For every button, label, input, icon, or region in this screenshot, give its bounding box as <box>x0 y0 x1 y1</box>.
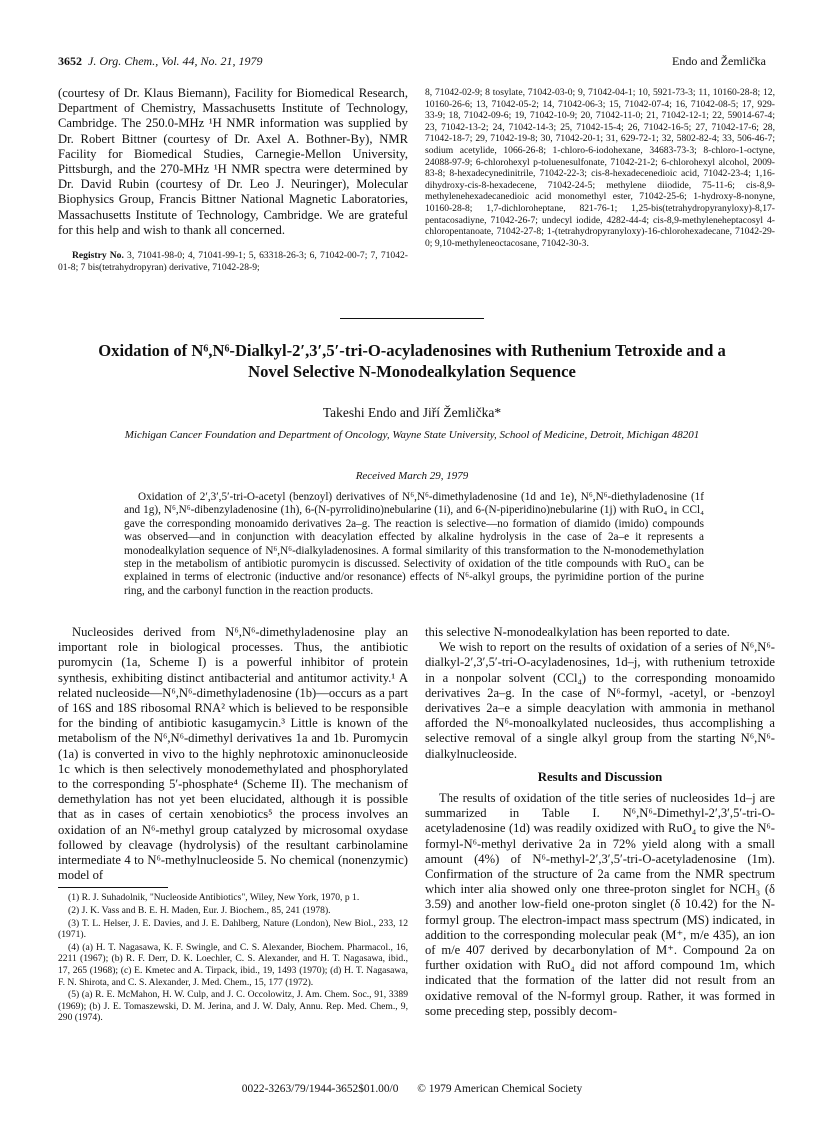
affiliation: Michigan Cancer Foundation and Department of Oncology, Wayne State University, School of Medicine, Detroit, Michigan 48201 <box>124 429 700 441</box>
received-date: Received March 29, 1979 <box>355 470 469 482</box>
running-header-right: Endo and Žemlička <box>672 54 766 68</box>
continued-paragraph: this selective N-monodealkylation has been reported to date. <box>425 625 730 639</box>
article-title: Oxidation of N⁶,N⁶-Dialkyl-2′,3′,5′-tri-O-acyladenosines with Ruthenium Tetroxide and a Novel Selective N-Monodealkylation Sequence <box>98 341 726 381</box>
body-left-column <box>58 625 408 1025</box>
registry-label: Registry No. <box>72 250 124 262</box>
section-heading: Results and Discussion <box>537 769 663 784</box>
acknowledgment-text: (courtesy of Dr. Klaus Biemann), Facility for Biomedical Research, Department of Chemistry, Massachusetts Institute of Technology, Cambridge. The 250.0-MHz ¹H NMR information was supplied by Dr. Robert Bittner (courtesy of Dr. Axel A. Bothner-By), NMR Facility for Biomedical Studies, Carnegie-Mellon University, Pittsburgh, and the 270-MHz ¹H NMR spectra were determined by Dr. David Rubin (courtesy of Dr. Leo J. Neuringer), Molecular Biophysics Group, Francis Bittner National Magnetic Laboratories, Massachusetts Institute of Technology, Cambridge. We are grateful for this help and wish to thank all concerned. <box>58 86 408 237</box>
report-paragraph: We wish to report on the results of oxidation of a series of N⁶,N⁶-dialkyl-2′,3′,5′-tri-O-acyladenosines, 1d–j, with ruthenium tetroxide in a nonpolar solvent (CCl₄) to the corresponding monoamido derivatives 2a–g. In the case of N⁶-formyl, -acetyl, or -benzoyl derivatives 2a–e a simple deacylation with ammonia in methanol afforded the N⁶-monoalkylated nucleosides, thus accomplishing a selective removal of a single alkyl group from the starting N⁶,N⁶-dialkylnucleoside. <box>425 640 775 761</box>
registry-continued: 8, 71042-02-9; 8 tosylate, 71042-03-0; 9, 71042-04-1; 10, 5921-73-3; 11, 10160-28-8; 12, 10160-26-6; 13, 71042-05-2; 14, 71042-06-3; 15, 71042-07-4; 16, 71042-08-5; 17, 929-33-9; 18, 71042-09-6; 19, 71042-10-9; 20, 71042-11-0; 21, 71042-12-1; 22, 59014-67-4; 23, 71042-13-2; 24, 71042-14-3; 25, 71042-15-4; 26, 71042-16-5; 27, 71042-17-6; 28, 71042-18-7; 29, 71042-19-8; 30, 71042-20-1; 31, 629-72-1; 32, 5802-82-4; 33, 506-46-7; sodium acetylide, 1066-26-8; 1-chloro-6-iodohexane, 34683-73-3; 8-chloro-1-octyne, 24088-97-9; 6-chlorohexyl p-toluenesulfonate, 71042-21-2; 6-chlorohexyl alcohol, 2009-83-8; 8-hexadecynedinitrile, 71042-22-3; cis-8-hexadecenedioic acid, 71042-23-4; 1,16-dihydroxy-cis-8-hexadecene, 71042-24-5; methylene diiodide, 75-11-6; cis-8,9-methylenehexadecanedioic acid monomethyl ester, 71042-25-6; 1-hydroxy-8-nonyne, 10160-28-8; 1,7-dichloroheptane, 821-76-1; 1,25-bis(tetrahydropyranyloxy)-8,17-pentacosadiyne, 71042-26-7; undecyl iodide, 4282-44-4; cis-8,9-methyleneheptacosyl 4-chloropentanoate, 71042-27-8; 1-(tetrahydropyranyloxy)-16-chlorohexadecane, 71042-29-0; 9,10-methyleneoctacosane, 71042-30-3. <box>425 87 775 249</box>
footnote-3: (3) T. L. Helser, J. E. Davies, and J. E. Dahlberg, Nature (London), New Biol., 233, 12 (1971). <box>58 917 408 941</box>
registry-text: 3, 71041-98-0; 4, 71041-99-1; 5, 63318-26-3; 6, 71042-00-7; 7, 71042-01-8; 7 bis(tetrahydropyran) derivative, 71042-28-9; <box>58 250 408 273</box>
intro-paragraph: Nucleosides derived from N⁶,N⁶-dimethyladenosine play an important role in biological processes. Thus, the antibiotic puromycin (1a, Scheme I) is a powerful inhibitor of protein synthesis, exhibiting distinct antibacterial and antitumor activity.¹ A related nucleoside—N⁶,N⁶-dimethyladenosine (1b)—occurs as a part of 16S and 18S ribosomal RNA² which is believed to be responsible for the binding of antibiotic kasugamycin.³ Little is known of the metabolism of the N⁶,N⁶-dimethyl derivatives 1a and 1b. Puromycin (1a) is converted in vivo to the highly nephrotoxic aminonucleoside 1c which is then selectively monodemethylated and phosphorylated to the corresponding 5′-phosphate⁴ (Scheme II). The mechanism of demethylation has not yet been elucidated, although it is possible that as in cases of certain xenobiotics⁵ the process involves an oxidation of an N⁶-methyl group catalyzed by microsomal oxydase followed by cleavage (hydrolysis) of the resultant carbinolamine intermediate 4 to N⁶-methylnucleoside 5. No chemical (nonenzymic) model of <box>58 625 408 883</box>
article-separator-rule <box>340 318 484 319</box>
footnote-rule <box>58 887 168 888</box>
article-authors: Takeshi Endo and Jiří Žemlička* <box>322 405 502 420</box>
body-right-column <box>425 625 775 1019</box>
running-header-left <box>58 54 263 69</box>
footnote-4: (4) (a) H. T. Nagasawa, K. F. Swingle, and C. S. Alexander, Biochem. Pharmacol., 16, 2211 (1967); (b) R. F. Derr, D. K. Loechler, C. S. Alexander, and H. T. Nagasawa, ibid., 17, 265 (1968); (c) E. Kmetec and A. Tirpack, ibid., 19, 1493 (1970); (d) H. T. Nagasawa, F. N. Shirota, and C. S. Alexander, J. Med. Chem., 15, 177 (1972). <box>58 941 408 988</box>
acknowledgment-column <box>58 86 408 273</box>
footnotes <box>58 892 408 1024</box>
footnote-5: (5) (a) R. E. McMahon, H. W. Culp, and J. C. Occolowitz, J. Am. Chem. Soc., 91, 3389 (1969); (b) J. E. Tomaszewski, D. M. Jerina, and J. W. Daly, Annu. Rep. Med. Chem., 9, 290 (1974). <box>58 989 408 1024</box>
abstract: Oxidation of 2′,3′,5′-tri-O-acetyl (benzoyl) derivatives of N⁶,N⁶-dimethyladenosine (1d and 1e), N⁶,N⁶-diethyladenosine (1f and 1g), N⁶,N⁶-dibenzyladenosine (1h), 6-(N-pyrrolidino)nebularine (1i), and 6-(N-piperidino)nebularine (1j) with RuO₄ in CCl₄ gave the corresponding monoamido derivatives 2a–g. The reaction is selective—no formation of diamido (imido) compounds was observed—and in conjunction with deacylation effected by alkaline hydrolysis in the case of 2a–e it represents a monodealkylation sequence of N⁶,N⁶-dialkyladenosines. A formal similarity of this transformation to the N-monodemethylation step in the metabolism of antibiotic puromycin is discussed. Selectivity of oxidation of the title compounds with RuO₄ can be explained in terms of electronic (inductive and/or resonance) effects of N⁶-alkyl groups, the pyrimidine portion of the purine ring, and the carbonyl function in the reaction products. <box>124 491 704 597</box>
registry-numbers <box>58 250 408 273</box>
results-paragraph: The results of oxidation of the title series of nucleosides 1d–j are summarized in Table I. N⁶,N⁶-Dimethyl-2′,3′,5′-tri-O-acetyladenosine (1d) was readily oxidized with RuO₄ to give the N⁶-formyl-N⁶-methyl derivative 2a in 72% yield along with a small amount (4%) of N⁶-methyl-2′,3′,5′-tri-O-acetyladenosine (1m). Confirmation of the structure of 2a came from the NMR spectrum which inter alia showed only one three-proton singlet for NCH₃ (δ 3.59) and another low-field one-proton singlet (δ 10.42) for the N-formyl group. The electron-impact mass spectrum (MS) indicated, in addition to the corresponding molecular peak (M⁺, m/e 435), an ion of m/e 407 derived by decarbonylation of M⁺. Compound 2a on further oxidation with RuO₄ did not afford compound 1m, which indicated that the formation of the latter did not result from an oxidative removal of the N-formyl group. Rather, it was formed in some preceding step, possibly decom- <box>425 791 775 1018</box>
journal-citation: J. Org. Chem., Vol. 44, No. 21, 1979 <box>88 54 263 68</box>
article-code: 0022-3263/79/1944-3652$01.00/0 <box>241 1083 399 1095</box>
page-footer <box>0 1083 824 1095</box>
footnote-1: (1) R. J. Suhadolnik, "Nucleoside Antibiotics", Wiley, New York, 1970, p 1. <box>68 892 360 904</box>
footnote-2: (2) J. K. Vass and B. E. H. Maden, Eur. J. Biochem., 85, 241 (1978). <box>68 905 331 917</box>
page-number: 3652 <box>58 54 82 68</box>
copyright: © 1979 American Chemical Society <box>417 1083 583 1095</box>
